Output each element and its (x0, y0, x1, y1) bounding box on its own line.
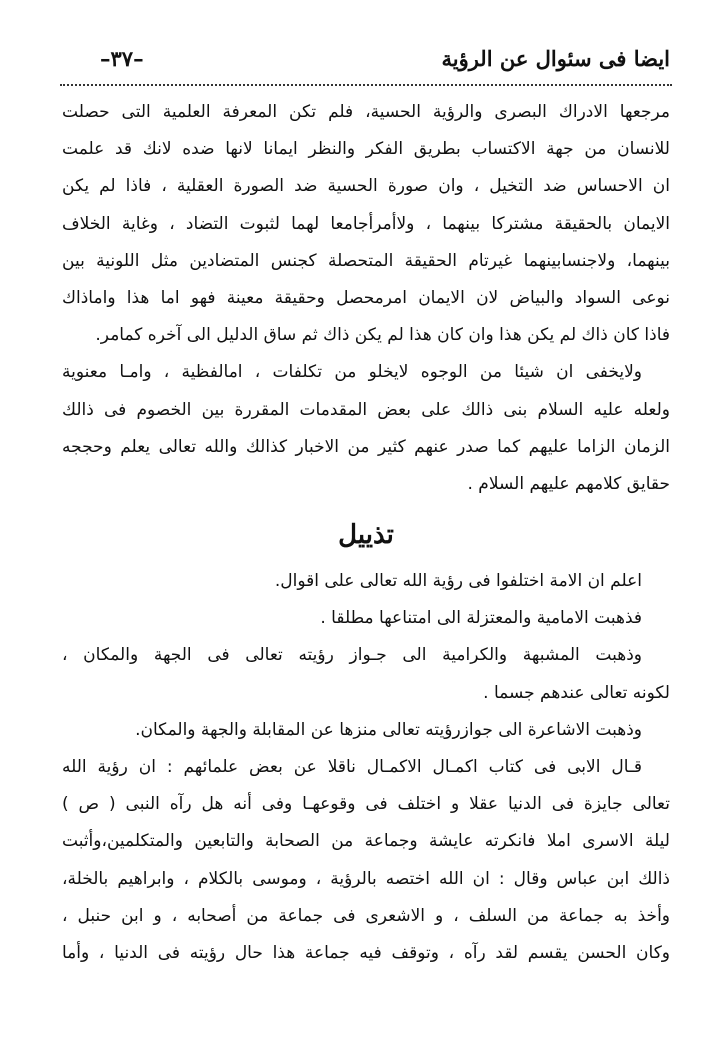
paragraph-4 (62, 637, 670, 711)
running-title: ايضا فى سئوال عن الرؤية (441, 46, 670, 71)
text-line: وأخذ به جماعة من السلف ، و الاشعرى فى جماعة من أصحابه ، و ابن حنبل ، (62, 905, 670, 926)
section-heading: تذييل (338, 520, 394, 551)
text-line: فاذا كان ذاك لم يكن هذا وان كان هذا لم يكن ذاك ثم ساق الدليل الى آخره كمامر. (95, 325, 670, 346)
text-line: حقايق كلامهم عليهم السلام . (467, 473, 670, 494)
text-line: وذهبت المشبهة والكرامية الى جـواز رؤيته تعالى فى الجهة والمكان ، (62, 645, 642, 666)
text-line: مرجعها الادراك البصرى والرؤية الحسية، فلم تكن المعرفة العلمية التى حصلت (62, 102, 670, 122)
text-line: للانسان من جهة الاكتساب بطريق الفكر والنظر ايمانا لانها ضده لانك قد علمت (62, 139, 670, 160)
text-line: تعالى جايزة فى الدنيا عقلا و اختلف فى وقوعهـا وفى أنه هل رآه النبى ( ص ) (62, 794, 670, 815)
text-line: قـال الابى فى كتاب اكمـال الاكمـال ناقلا عن بعض علمائهم : ان رؤية الله (62, 757, 642, 777)
paragraph-2 (62, 354, 670, 503)
paragraph-3 (62, 563, 670, 637)
text-line: نوعى السواد والبياض لان الايمان امرمحصل وحقيقة معينة فهو اما هذا واماذاك (62, 287, 670, 308)
text-line: وذهبت الاشاعرة الى جوازرؤيته تعالى منزها عن المقابلة والجهة والمكان. (135, 719, 642, 740)
page-number: –٣٧– (100, 46, 144, 71)
text-line: الايمان بالحقيقة مشتركا بينهما ، ولاأمرأجامعا لهما لثبوت التضاد ، وغاية الخلاف (62, 213, 670, 234)
paragraph-5 (62, 712, 670, 749)
text-line: ذالك ابن عباس وقال : ان الله اختصه بالرؤية ، وموسى بالكلام ، وابراهيم بالخلة، (62, 868, 670, 889)
text-line: اعلم ان الامة اختلفوا فى رؤية الله تعالى على اقوال. (274, 571, 642, 592)
text-line: الزمان الزاما عليهم كما صدر عنهم كثير من الاخبار كذالك والله تعالى يعلم وحججه (62, 436, 670, 457)
text-line: بينهما، ولاجنسابينهما غيرتام الحقيقة المتحصلة كجنس المتضادين مثل اللونية بين (62, 250, 670, 271)
text-line: ولعله عليه السلام بنى ذالك على بعض المقدمات المقررة بين الخصوم فى ذالك (62, 399, 670, 420)
page-body (62, 94, 670, 972)
text-line: لكونه تعالى عندهم جسما . (483, 682, 670, 703)
page-header (60, 46, 670, 80)
header-divider (60, 84, 672, 86)
paragraph-6 (62, 749, 670, 972)
paragraph-1 (62, 94, 670, 354)
text-line: ليلة الاسرى املا فانكرته عايشة وجماعة من الصحابة والتابعين والمتكلمين،وأثبت (62, 831, 670, 852)
text-line: ولايخفى ان شيئا من الوجوه لايخلو من تكلفات ، امالفظية ، وامـا معنوية (62, 362, 642, 383)
text-line: فذهبت الامامية والمعتزلة الى امتناعها مطلقا . (320, 608, 642, 629)
text-line: ان الاحساس ضد التخيل ، وان صورة الحسية ضد الصورة العقلية ، فاذا لم يكن (62, 176, 670, 197)
text-line: وكان الحسن يقسم لقد رآه ، وتوقف فيه جماعة هذا حال رؤيته فى الدنيا ، وأما (62, 942, 670, 963)
